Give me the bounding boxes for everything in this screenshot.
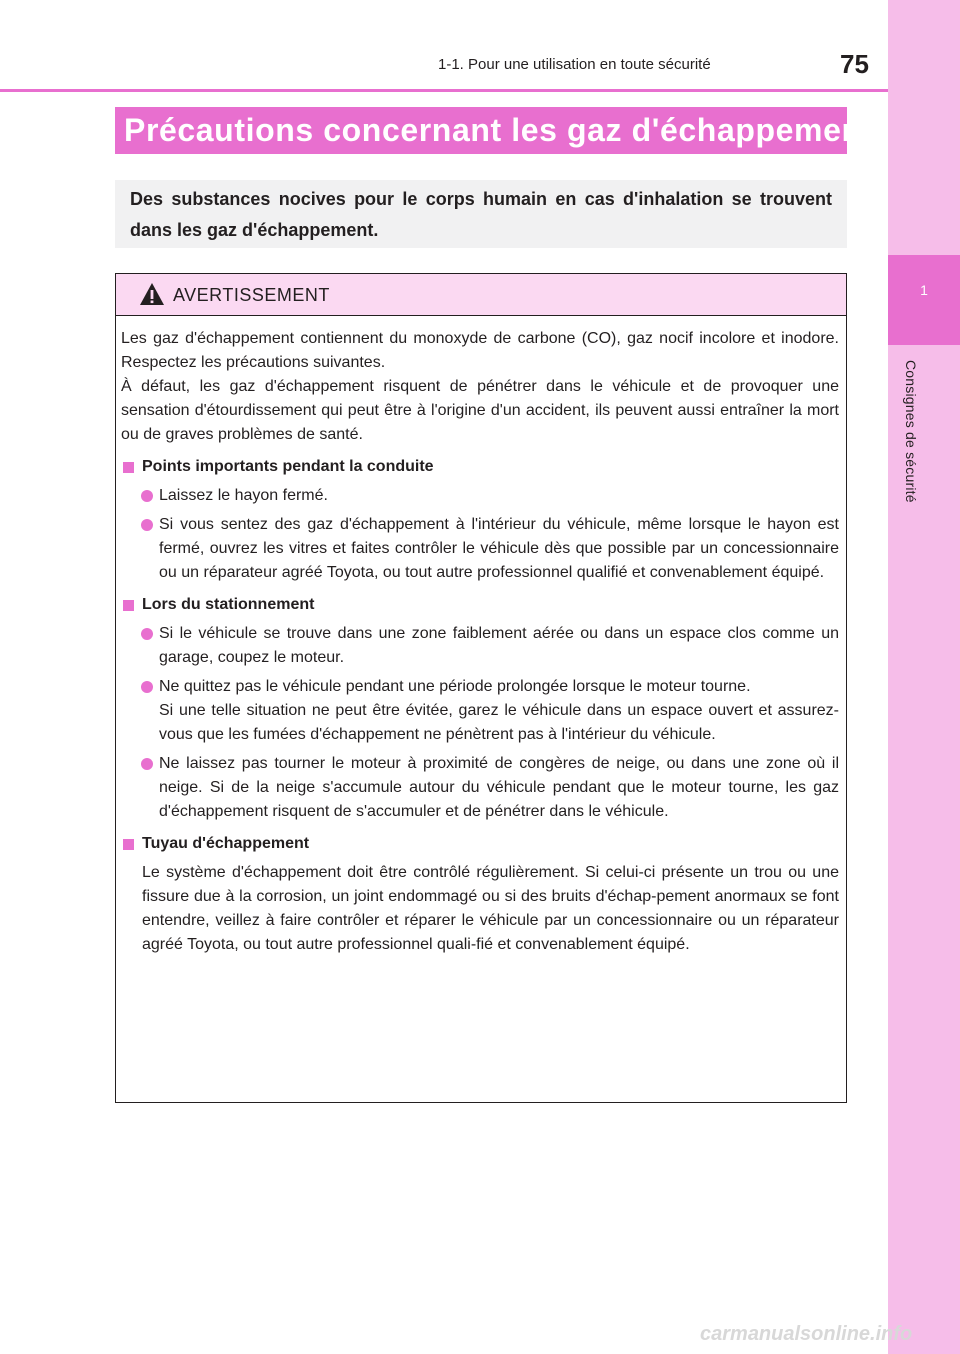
section-heading-text: Lors du stationnement: [142, 596, 315, 613]
round-bullet-icon: [141, 758, 153, 770]
round-bullet-icon: [141, 519, 153, 531]
list-item: [121, 484, 839, 508]
section-heading: [121, 832, 839, 856]
list-item-text: Ne quittez pas le véhicule pendant une période prolongée lorsque le moteur tourne.: [159, 678, 751, 695]
section-paragraph: Le système d'échappement doit être contrôlé régulièrement. Si celui-ci présente un trou ou une fissure due à la corrosion, un joint endommagé ou si des bruits d'échap-pement anormaux se font entendre, veillez à faire contrôler et réparer le véhicule par un concessionnaire ou un réparateur agréé Toyota, ou tout autre professionnel quali-fié et convenablement équipé.: [142, 864, 839, 953]
section-heading: [121, 593, 839, 617]
section-heading: [121, 455, 839, 479]
list-item-text: Si vous sentez des gaz d'échappement à l'intérieur du véhicule, même lorsque le hayon est fermé, ouvrez les vitres et faites contrôler le véhicule dès que possible par un concessionnaire ou un réparateur agréé Toyota, ou tout autre professionnel qualifié et convenablement équipé.: [159, 516, 839, 581]
list-item-continuation: Si une telle situation ne peut être évitée, garez le véhicule dans un espace ouvert et assurez-vous que les fumées d'échappement ne pénètrent pas à l'intérieur du véhicule.: [159, 702, 839, 743]
list-item: [121, 622, 839, 670]
chapter-label: Consignes de sécurité: [903, 360, 919, 503]
round-bullet-icon: [141, 681, 153, 693]
list-item: [121, 513, 839, 585]
round-bullet-icon: [141, 628, 153, 640]
chapter-side-tab: [888, 0, 960, 1354]
list-item: [121, 675, 839, 747]
square-bullet-icon: [123, 839, 134, 850]
chapter-number: 1: [920, 282, 928, 298]
list-item-text: Si le véhicule se trouve dans une zone faiblement aérée ou dans un espace clos comme un garage, coupez le moteur.: [159, 625, 839, 666]
warning-box: [115, 273, 847, 1103]
warning-title: AVERTISSEMENT: [173, 285, 330, 305]
warning-header: [116, 274, 846, 316]
square-bullet-icon: [123, 462, 134, 473]
page-title: Précautions concernant les gaz d'échappement: [124, 112, 873, 148]
round-bullet-icon: [141, 490, 153, 502]
list-item: [121, 752, 839, 824]
section-heading-text: Points importants pendant la conduite: [142, 458, 434, 475]
square-bullet-icon: [123, 600, 134, 611]
warning-body: [121, 327, 839, 957]
warning-triangle-icon: [139, 282, 165, 306]
warning-intro-1: Les gaz d'échappement contiennent du monoxyde de carbone (CO), gaz nocif incolore et inodore. Respectez les précautions suivantes.: [121, 330, 839, 371]
list-item-text: Ne laissez pas tourner le moteur à proximité de congères de neige, ou dans une zone où il neige. Si de la neige s'accumule autour du véhicule pendant que le moteur tourne, les gaz d'échappement risquent de s'accumuler et de pénétrer dans le véhicule.: [159, 755, 839, 820]
warning-intro-2: À défaut, les gaz d'échappement risquent de pénétrer dans le véhicule et de provoquer une sensation d'étourdissement qui peut être à l'origine d'un accident, ils peuvent aussi entraîner la mort ou de graves problèmes de santé.: [121, 378, 839, 443]
chapter-tab-active[interactable]: [888, 255, 960, 345]
page-number: 75: [840, 49, 869, 79]
header-divider: [0, 89, 888, 92]
section-heading-text: Tuyau d'échappement: [142, 835, 310, 852]
list-item-text: Laissez le hayon fermé.: [159, 487, 328, 504]
running-header: 1-1. Pour une utilisation en toute sécurité: [438, 56, 711, 73]
intro-text: Des substances nocives pour le corps humain en cas d'inhalation se trouvent dans les gaz d'échappement.: [130, 189, 832, 240]
watermark: carmanualsonline.info: [700, 1323, 913, 1345]
